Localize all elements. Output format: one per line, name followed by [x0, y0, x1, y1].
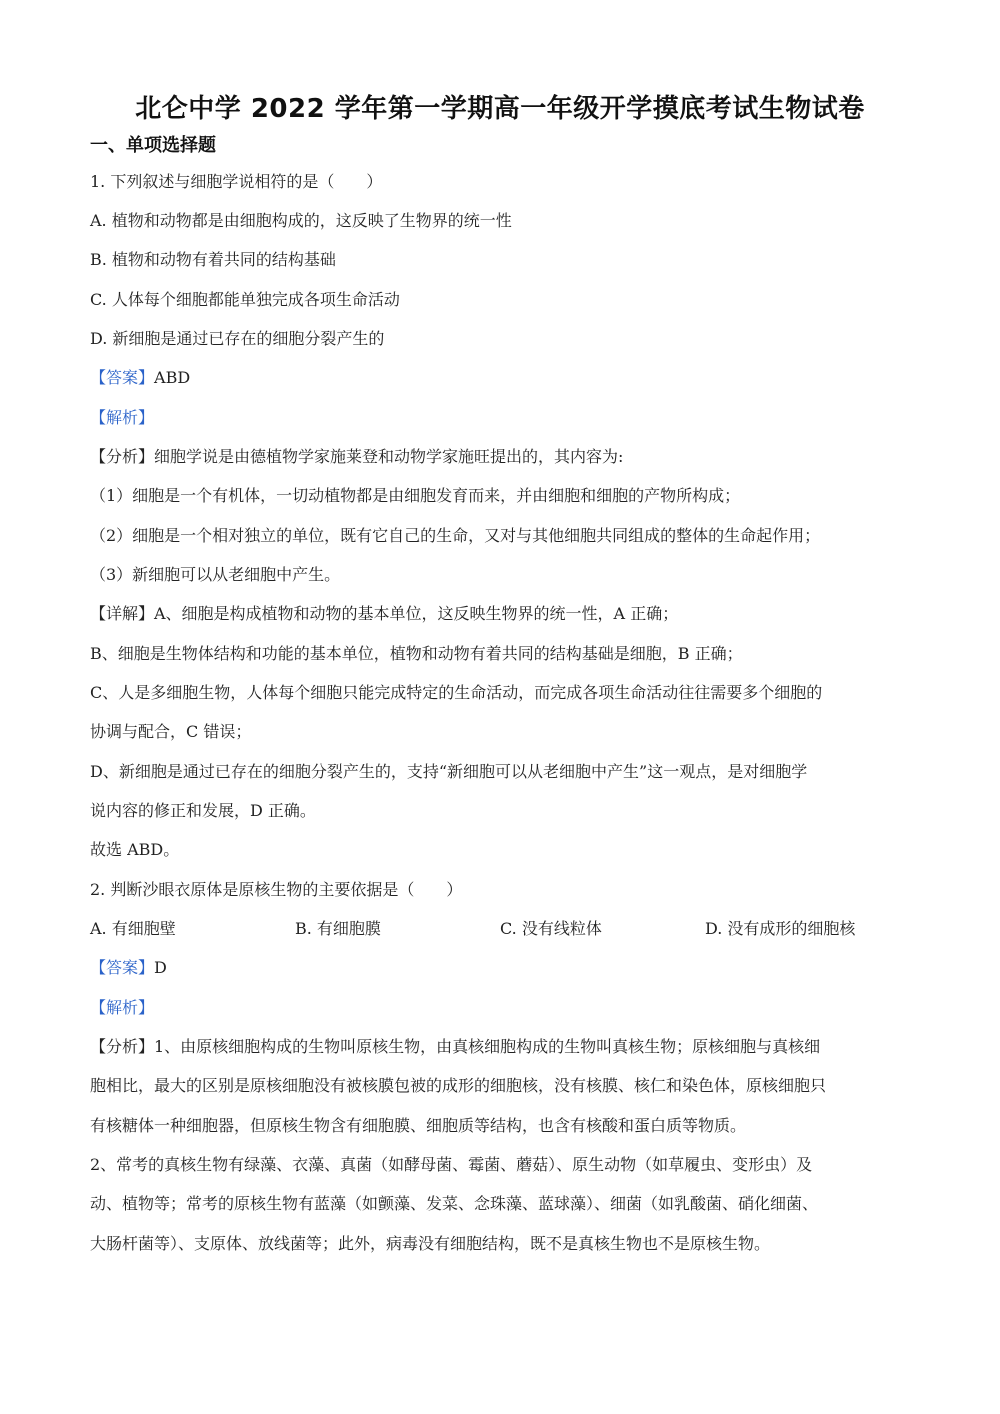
answer-tag: 【答案】 [90, 368, 155, 387]
q1-explanation-line: 协调与配合，C 错误； [90, 722, 252, 741]
q2-explanation-line: 大肠杆菌等）、支原体、放线菌等；此外，病毒没有细胞结构，既不是真核生物也不是原核生物。 [90, 1234, 771, 1253]
q1-option-b: B. 植物和动物有着共同的结构基础 [90, 250, 336, 269]
q2-answer [90, 956, 167, 980]
q2-explanation-line: 【分析】1、由原核细胞构成的生物叫原核生物，由真核细胞构成的生物叫真核生物；原核细胞与真核细 [90, 1037, 821, 1056]
answer-value: D [154, 958, 167, 977]
question-2-stem: 2. 判断沙眼衣原体是原核生物的主要依据是（ ） [90, 880, 463, 899]
page-title: 北仑中学 2022 学年第一学期高一年级开学摸底考试生物试卷 [135, 94, 865, 124]
q2-option-b: B. 有细胞膜 [295, 919, 381, 938]
section-heading: 一、单项选择题 [90, 135, 216, 156]
q2-explanation-line: 胞相比，最大的区别是原核细胞没有被核膜包被的成形的细胞核，没有核膜、核仁和染色体，原核细胞只 [90, 1076, 827, 1095]
q1-explanation-line: C、人是多细胞生物，人体每个细胞只能完成特定的生命活动，而完成各项生命活动往往需要多个细胞的 [90, 683, 823, 702]
q1-analysis-tag: 【解析】 [90, 408, 155, 427]
q1-explanation-line: （1）细胞是一个有机体，一切动植物都是由细胞发育而来，并由细胞和细胞的产物所构成； [90, 486, 741, 505]
answer-tag: 【答案】 [90, 958, 155, 977]
answer-value: ABD [154, 368, 191, 387]
q2-explanation-line: 动、植物等；常考的原核生物有蓝藻（如颤藻、发菜、念珠藻、蓝球藻）、细菌（如乳酸菌、硝化细菌、 [90, 1194, 819, 1213]
q1-option-c: C. 人体每个细胞都能单独完成各项生命活动 [90, 290, 400, 309]
q2-explanation-line: 有核糖体一种细胞器，但原核生物含有细胞膜、细胞质等结构，也含有核酸和蛋白质等物质。 [90, 1116, 747, 1135]
q1-explanation-line: B、细胞是生物体结构和功能的基本单位，植物和动物有着共同的结构基础是细胞，B 正确； [90, 644, 743, 663]
q2-option-c: C. 没有线粒体 [500, 919, 602, 938]
q2-analysis-tag: 【解析】 [90, 998, 155, 1017]
q1-answer [90, 366, 190, 390]
q2-option-d: D. 没有成形的细胞核 [705, 919, 856, 938]
q2-option-a: A. 有细胞壁 [90, 919, 176, 938]
q1-explanation-line: 【分析】细胞学说是由德植物学家施莱登和动物学家施旺提出的，其内容为: [90, 447, 624, 466]
q1-explanation-line: （3）新细胞可以从老细胞中产生。 [90, 565, 341, 584]
q1-option-d: D. 新细胞是通过已存在的细胞分裂产生的 [90, 329, 385, 348]
question-1-stem: 1. 下列叙述与细胞学说相符的是（ ） [90, 172, 383, 191]
q1-explanation-line: D、新细胞是通过已存在的细胞分裂产生的，支持“新细胞可以从老细胞中产生”这一观点，是对细胞学 [90, 762, 808, 781]
q1-explanation-line: 故选 ABD。 [90, 840, 180, 859]
q2-explanation-line: 2、常考的真核生物有绿藻、衣藻、真菌（如酵母菌、霉菌、蘑菇）、原生动物（如草履虫、变形虫）及 [90, 1155, 813, 1174]
q1-explanation-line: （2）细胞是一个相对独立的单位，既有它自己的生命，又对与其他细胞共同组成的整体的生命起作用； [90, 526, 821, 545]
q1-explanation-line: 【详解】A、细胞是构成植物和动物的基本单位，这反映生物界的统一性，A 正确； [90, 604, 679, 623]
q1-option-a: A. 植物和动物都是由细胞构成的，这反映了生物界的统一性 [90, 211, 512, 230]
q1-explanation-line: 说内容的修正和发展，D 正确。 [90, 801, 316, 820]
